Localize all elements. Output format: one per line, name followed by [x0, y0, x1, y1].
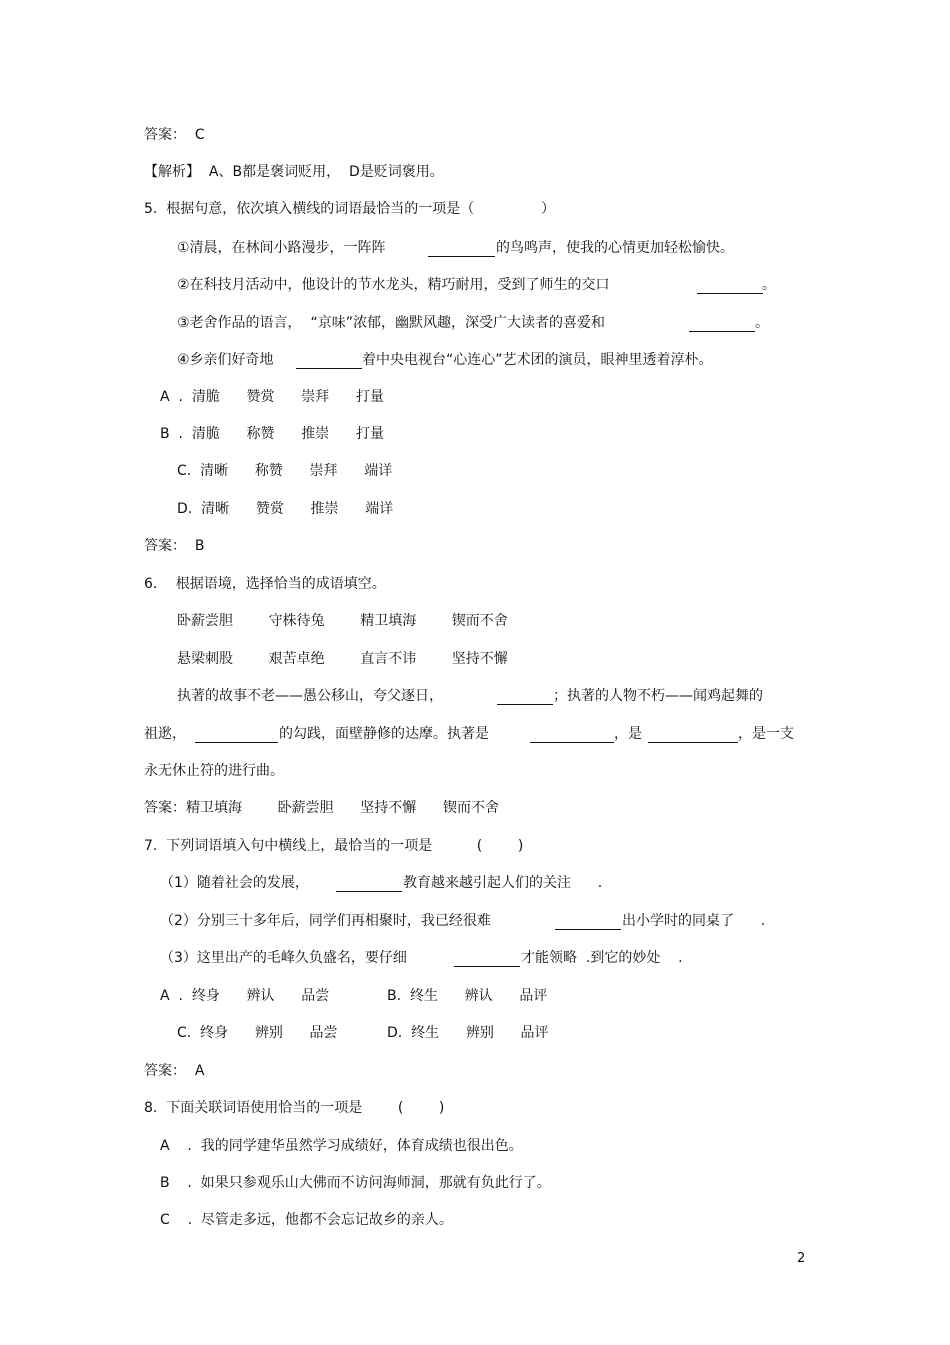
- text-line: C. 终身 辨别 品尝: [177, 1025, 338, 1041]
- text-line: 。: [755, 315, 769, 331]
- text-line: ，是一支: [738, 726, 794, 742]
- fill-blank: [689, 316, 755, 332]
- text-line: ①清晨，在林间小路漫步，一阵阵: [177, 240, 386, 256]
- fill-blank: [195, 727, 278, 743]
- text-line: 的鸟鸣声，使我的心情更加轻松愉快。: [496, 240, 734, 256]
- text-line: B . 如果只参观乐山大佛而不访问海师洞，那就有负此行了。: [160, 1175, 551, 1191]
- text-line: （2）分别三十多年后，同学们再相聚时，我已经很难: [160, 913, 491, 929]
- text-line: 8. 下面关联词语使用恰当的一项是 ( ): [144, 1100, 445, 1116]
- text-line: 6． 根据语境，选择恰当的成语填空。: [144, 576, 386, 592]
- fill-blank: [336, 876, 402, 892]
- text-line: （3）这里出产的毛峰久负盛名，要仔细: [160, 950, 407, 966]
- text-line: 答案： B: [144, 538, 205, 554]
- text-line: 【解析】 A、B都是褒词贬用， D是贬词褒用。: [144, 164, 444, 180]
- fill-blank: [497, 689, 553, 705]
- fill-blank: [555, 914, 621, 930]
- text-line: 的勾践，面壁静修的达摩。执著是: [279, 726, 489, 742]
- text-line: （1）随着社会的发展，: [160, 875, 309, 891]
- text-line: 7. 下列词语填入句中横线上，最恰当的一项是 ( ): [144, 838, 524, 854]
- text-line: C . 尽管走多远，他都不会忘记故乡的亲人。: [160, 1212, 453, 1228]
- text-line: 祖逖，: [144, 726, 186, 742]
- text-line: 答案：精卫填海 卧薪尝胆 坚持不懈 锲而不舍: [144, 800, 500, 816]
- text-line: 答案： C: [144, 127, 205, 143]
- text-line: D. 清晰 赞赏 推崇 端详: [177, 501, 394, 517]
- text-line: 执著的故事不老——愚公移山，夸父逐日，: [177, 688, 443, 704]
- text-line: ；执著的人物不朽——闻鸡起舞的: [553, 688, 763, 704]
- text-line: 卧薪尝胆 守株待兔 精卫填海 锲而不舍: [177, 613, 508, 629]
- text-line: A . 终身 辨认 品尝: [160, 988, 330, 1004]
- text-line: 。: [762, 277, 776, 293]
- text-line: A . 我的同学建华虽然学习成绩好，体育成绩也很出色。: [160, 1138, 523, 1154]
- text-line: 答案： A: [144, 1063, 205, 1079]
- text-line: 永无休止符的进行曲。: [144, 763, 284, 779]
- text-line: B. 终生 辨认 品评: [387, 988, 548, 1004]
- text-line: 出小学时的同桌了 .: [622, 913, 766, 929]
- text-line: ③老舍作品的语言， “京味”浓郁，幽默风趣，深受广大读者的喜爱和: [177, 315, 605, 331]
- fill-blank: [428, 241, 495, 257]
- text-line: D. 终生 辨别 品评: [387, 1025, 549, 1041]
- text-line: 才能领略 .到它的妙处 .: [521, 950, 683, 966]
- text-line: 5. 根据句意，依次填入横线的词语最恰当的一项是（ ）: [144, 201, 556, 217]
- fill-blank: [454, 951, 520, 967]
- text-line: B . 清脆 称赞 推崇 打量: [160, 426, 384, 442]
- text-line: ②在科技月活动中，他设计的节水龙头，精巧耐用，受到了师生的交口: [177, 277, 610, 293]
- text-line: ，是: [614, 726, 642, 742]
- text-line: ④乡亲们好奇地: [177, 352, 274, 368]
- fill-blank: [648, 727, 738, 743]
- text-line: A . 清脆 赞赏 崇拜 打量: [160, 389, 384, 405]
- fill-blank: [530, 727, 614, 743]
- page-number: 2: [797, 1251, 806, 1266]
- text-line: C. 清晰 称赞 崇拜 端详: [177, 463, 393, 479]
- text-line: 悬梁刺股 艰苦卓绝 直言不讳 坚持不懈: [177, 651, 508, 667]
- text-line: 着中央电视台“心连心”艺术团的演员，眼神里透着淳朴。: [362, 352, 713, 368]
- fill-blank: [296, 353, 362, 369]
- fill-blank: [697, 278, 763, 294]
- text-line: 教育越来越引起人们的关注 .: [403, 875, 603, 891]
